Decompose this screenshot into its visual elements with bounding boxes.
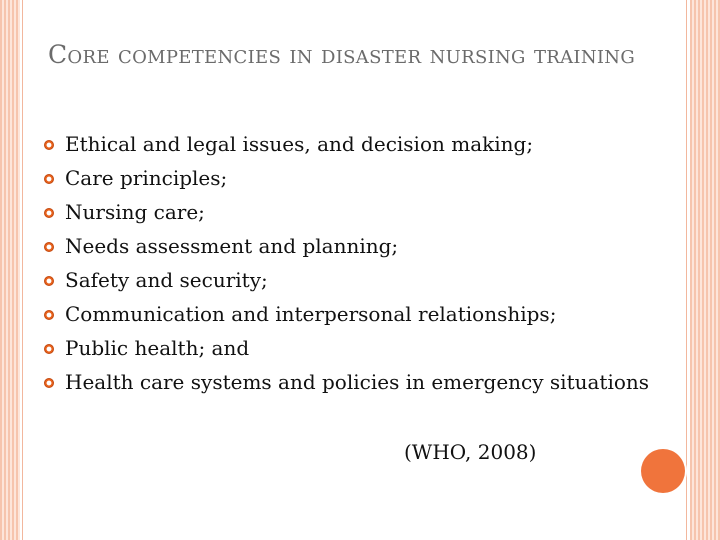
list-item bbox=[44, 198, 664, 227]
bullet-text: Nursing care; bbox=[65, 200, 205, 224]
left-border-line bbox=[22, 0, 23, 540]
circle-bullet-icon bbox=[44, 344, 54, 354]
bullet-text: Safety and security; bbox=[65, 268, 268, 292]
bullet-text: Ethical and legal issues, and decision making; bbox=[65, 132, 534, 156]
circle-bullet-icon bbox=[44, 174, 54, 184]
bullet-text: Health care systems and policies in emergency situations bbox=[65, 370, 650, 394]
circle-bullet-icon bbox=[44, 378, 54, 388]
bullet-text: Care principles; bbox=[65, 166, 228, 190]
right-decorative-border bbox=[690, 0, 720, 540]
left-decorative-border bbox=[0, 0, 20, 540]
right-border-line bbox=[686, 0, 687, 540]
list-item bbox=[44, 300, 664, 329]
circle-bullet-icon bbox=[44, 310, 54, 320]
bullet-text: Communication and interpersonal relationships; bbox=[65, 302, 557, 326]
circle-bullet-icon bbox=[44, 242, 54, 252]
circle-bullet-icon bbox=[44, 208, 54, 218]
bullet-text: Public health; and bbox=[65, 336, 250, 360]
list-item bbox=[44, 232, 664, 261]
list-item bbox=[44, 266, 664, 295]
list-item bbox=[44, 164, 664, 193]
bullet-text: Needs assessment and planning; bbox=[65, 234, 399, 258]
slide-title: Core competencies in disaster nursing training bbox=[48, 40, 636, 69]
circle-bullet-icon bbox=[44, 276, 54, 286]
orange-circle-decoration bbox=[641, 449, 685, 493]
list-item bbox=[44, 368, 664, 397]
list-item bbox=[44, 334, 664, 363]
list-item bbox=[44, 130, 664, 159]
circle-bullet-icon bbox=[44, 140, 54, 150]
bullet-list bbox=[44, 130, 664, 402]
citation: (WHO, 2008) bbox=[404, 440, 537, 464]
